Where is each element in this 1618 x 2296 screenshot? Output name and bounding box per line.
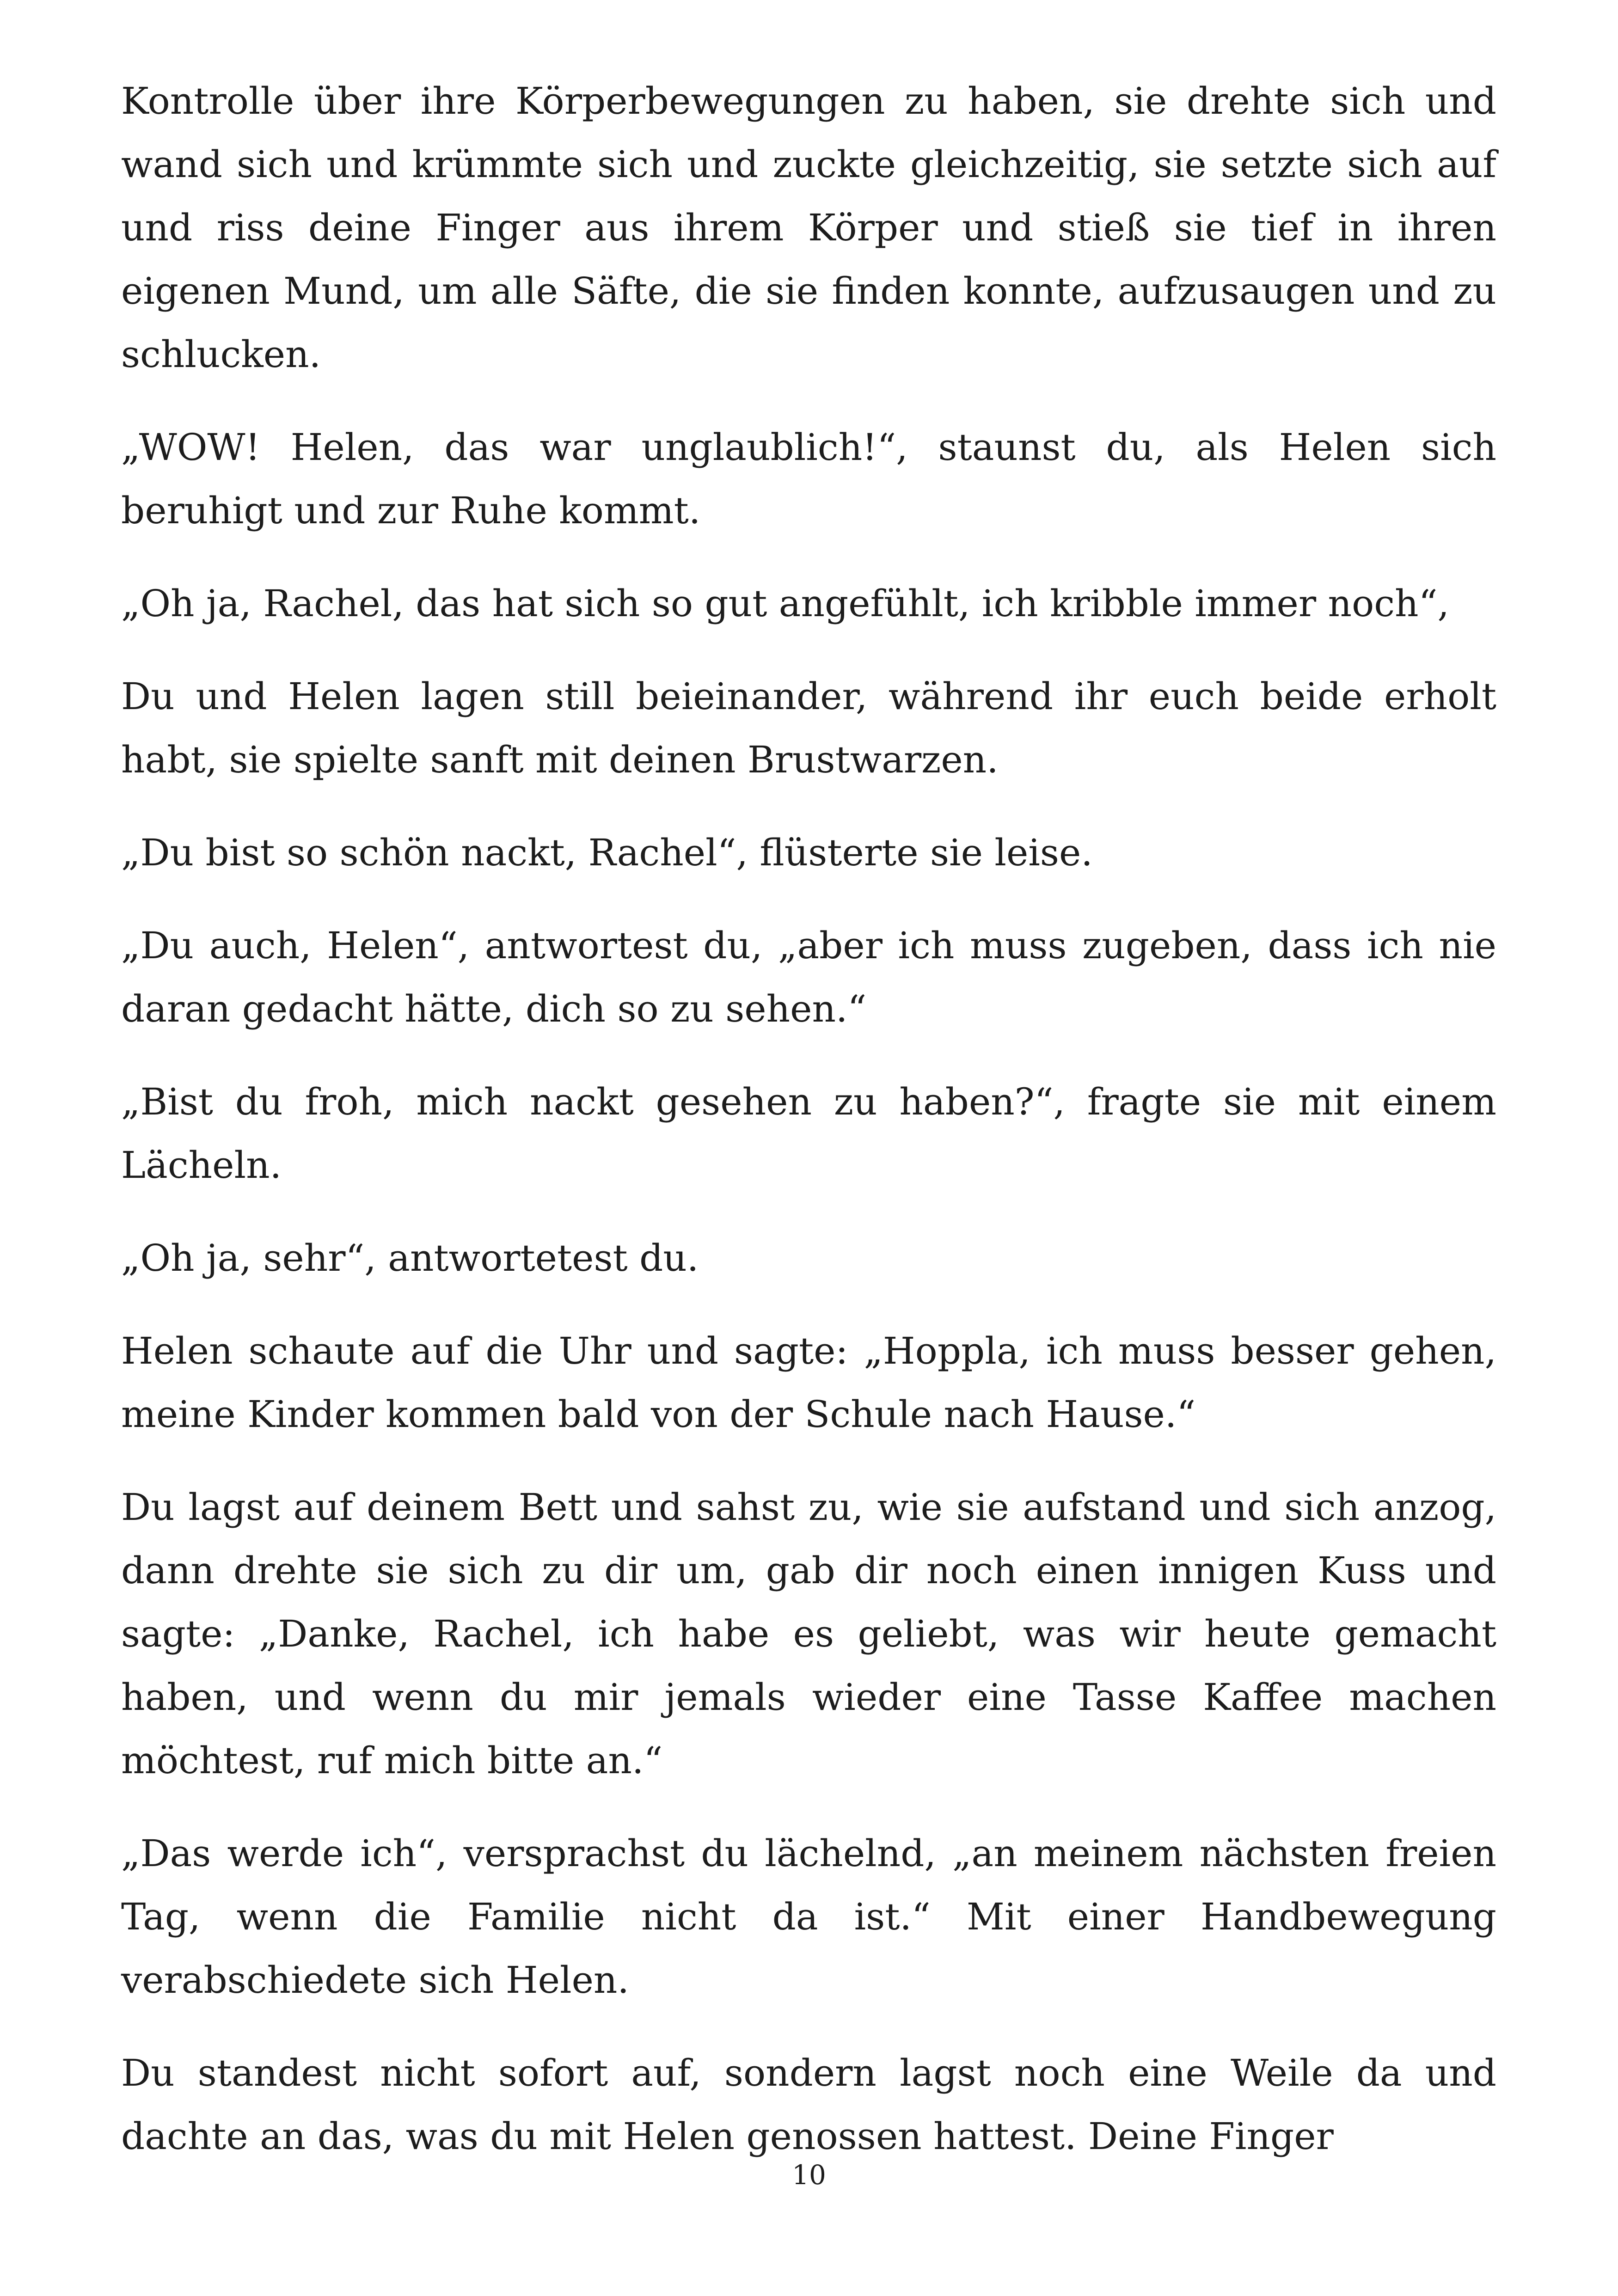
- paragraph: „Du bist so schön nackt, Rachel“, flüsterte sie leise.: [121, 831, 1093, 874]
- page-number: 10: [792, 2159, 826, 2191]
- paragraph: Du und Helen lagen still beieinander, während ihr euch beide erholt habt, sie spielte sanft mit deinen Brustwarzen.: [121, 675, 1496, 781]
- paragraph: „Oh ja, Rachel, das hat sich so gut angefühlt, ich kribble immer noch“,: [121, 582, 1449, 625]
- paragraph: „Bist du froh, mich nackt gesehen zu haben?“, fragte sie mit einem Lächeln.: [121, 1080, 1496, 1187]
- paragraph: Kontrolle über ihre Körperbewegungen zu haben, sie drehte sich und wand sich und krümmte sich und zuckte gleichzeitig, sie setzte sich auf und riss deine Finger aus ihrem Körper und stieß sie tief in ihren eigenen Mund, um alle Säfte, die sie finden konnte, aufzusaugen und zu schlucken.: [121, 80, 1496, 376]
- paragraph: Du standest nicht sofort auf, sondern lagst noch eine Weile da und dachte an das, was du mit Helen genossen hattest. Deine Finger: [121, 2051, 1496, 2158]
- paragraph: Helen schaute auf die Uhr und sagte: „Hoppla, ich muss besser gehen, meine Kinder kommen bald von der Schule nach Hause.“: [121, 1329, 1496, 1436]
- body-text: [121, 69, 1496, 2198]
- paragraph: Du lagst auf deinem Bett und sahst zu, wie sie aufstand und sich anzog, dann drehte sie sich zu dir um, gab dir noch einen innigen Kuss und sagte: „Danke, Rachel, ich habe es geliebt, was wir heute gemacht haben, und wenn du mir jemals wieder eine Tasse Kaffee machen möchtest, ruf mich bitte an.“: [121, 1486, 1496, 1782]
- paragraph: „Du auch, Helen“, antwortest du, „aber ich muss zugeben, dass ich nie daran gedacht hätte, dich so zu sehen.“: [121, 924, 1496, 1030]
- paragraph: „WOW! Helen, das war unglaublich!“, staunst du, als Helen sich beruhigt und zur Ruhe kommt.: [121, 426, 1496, 532]
- paragraph: „Oh ja, sehr“, antwortetest du.: [121, 1237, 699, 1280]
- paragraph: „Das werde ich“, versprachst du lächelnd, „an meinem nächsten freien Tag, wenn die Familie nicht da ist.“ Mit einer Handbewegung verabschiedete sich Helen.: [121, 1832, 1496, 2002]
